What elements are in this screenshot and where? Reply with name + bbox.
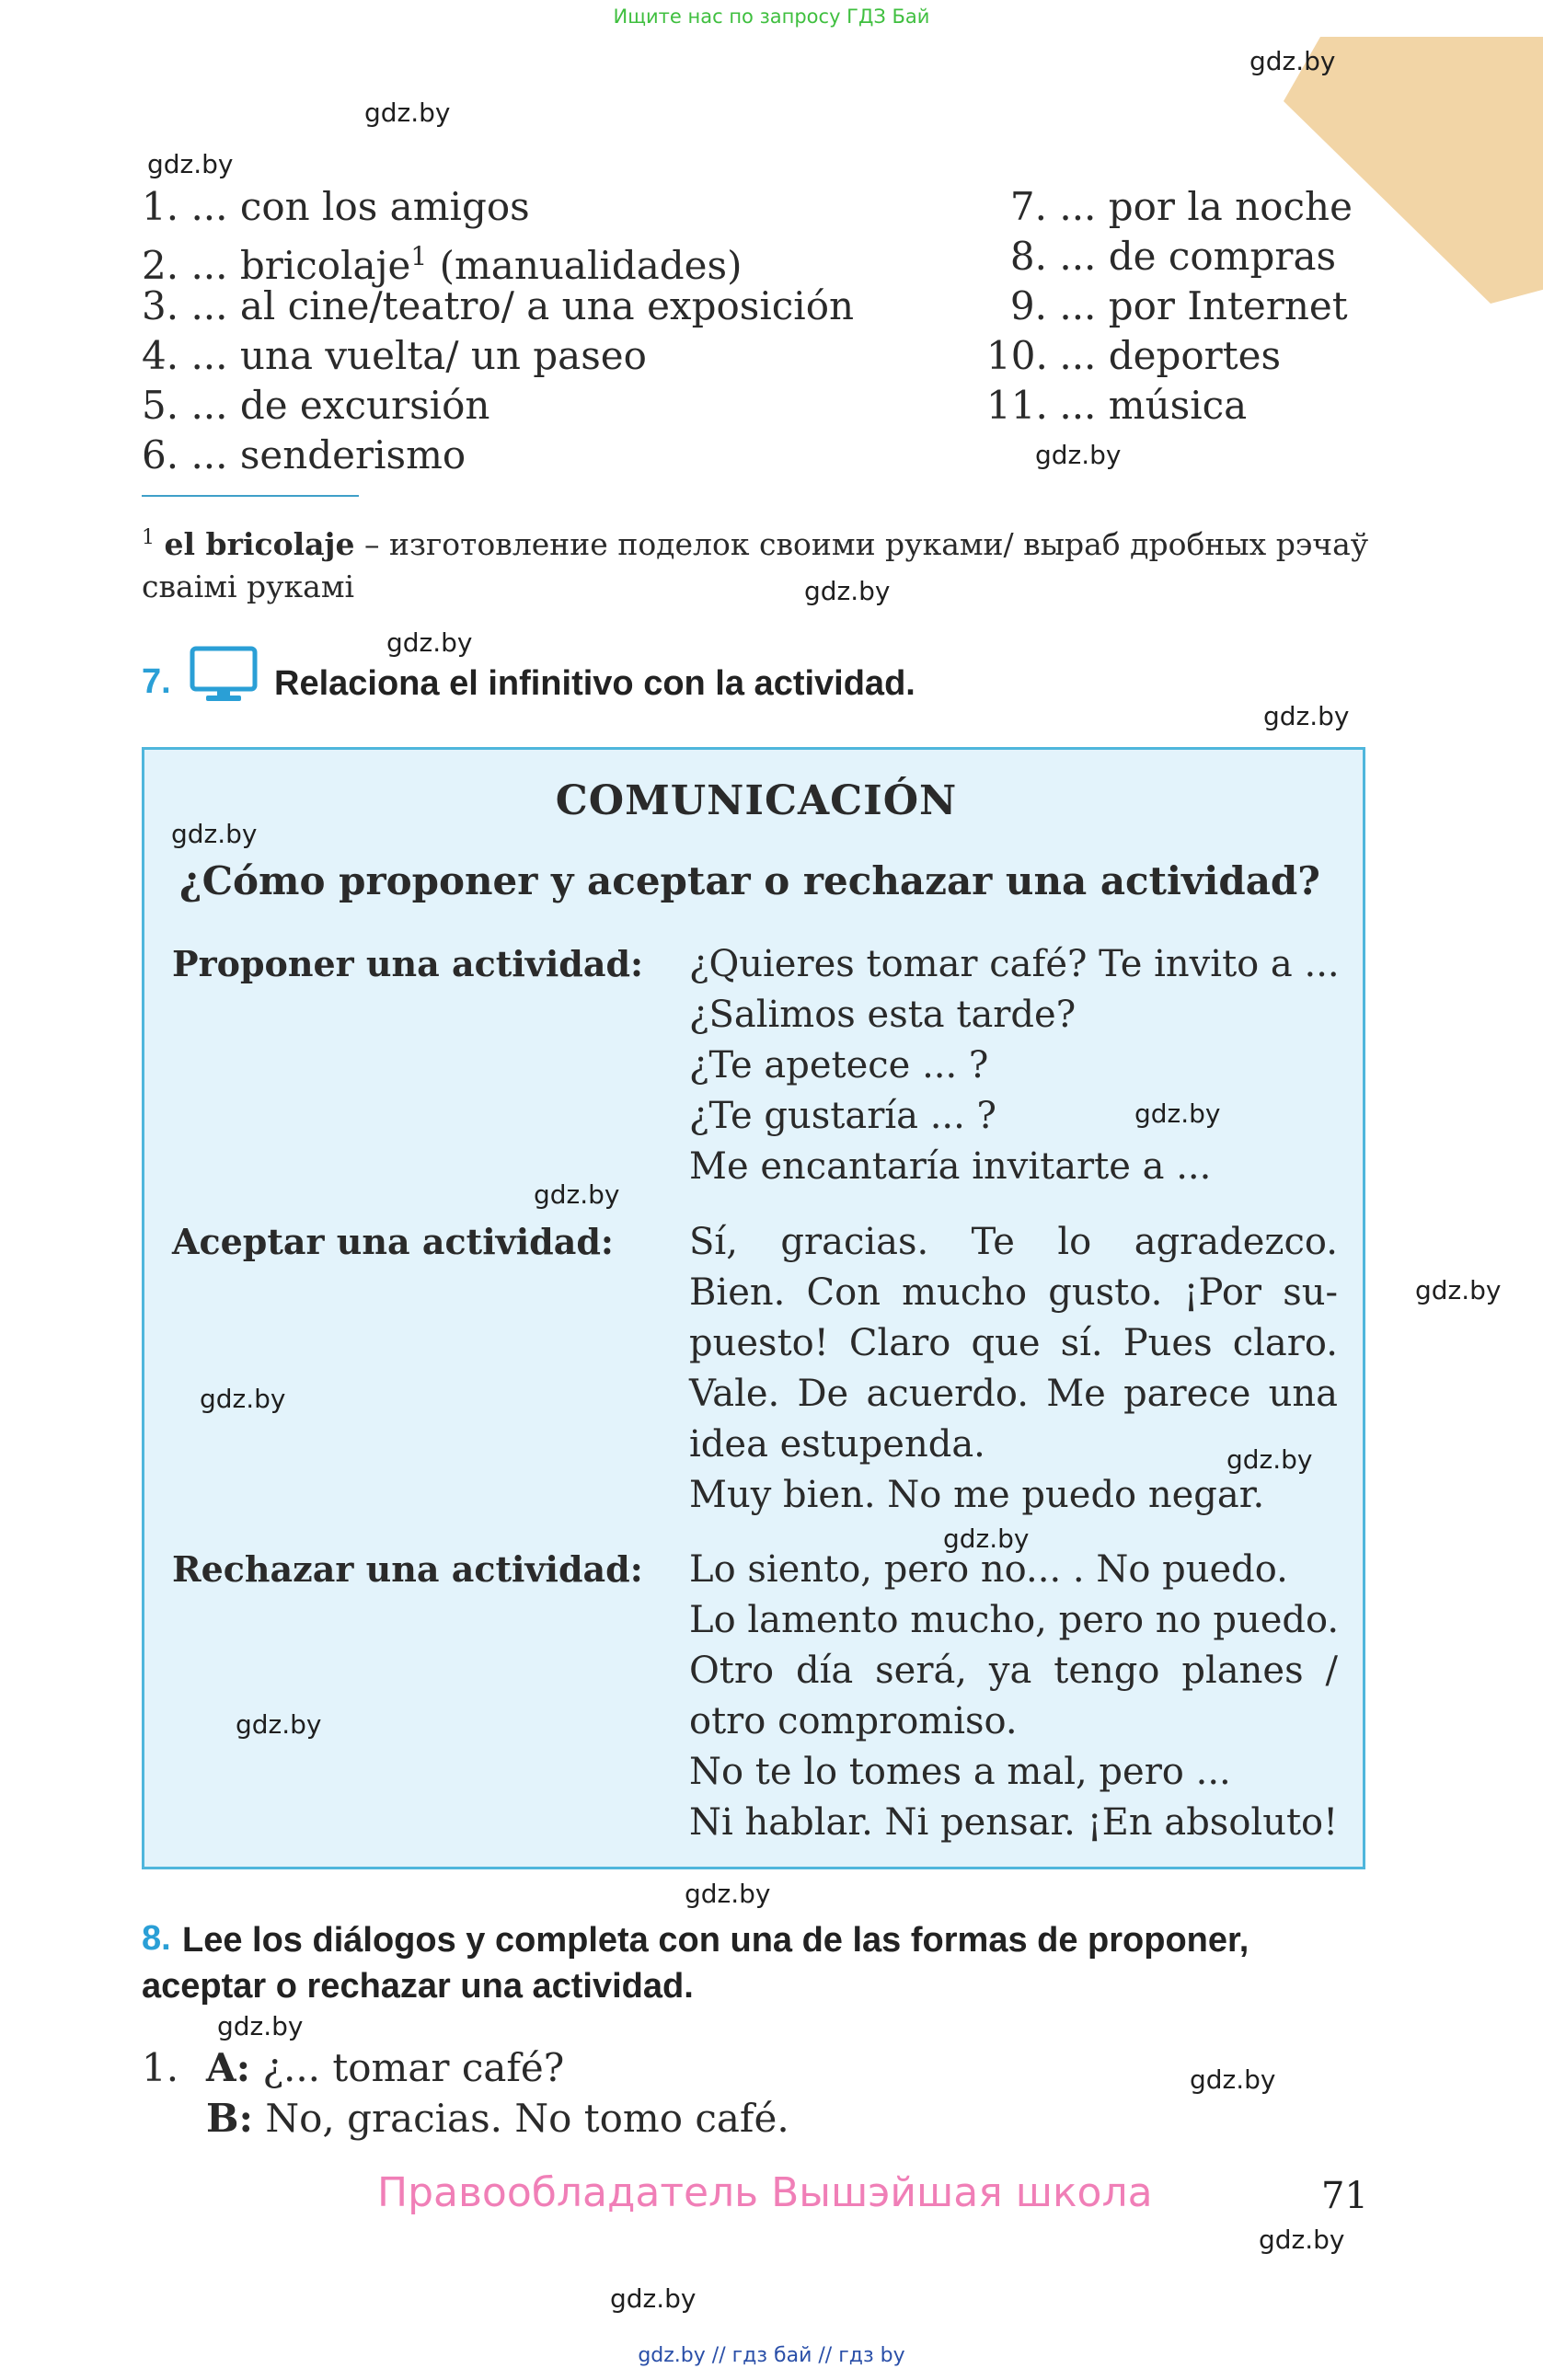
list-item: 6. ... senderismo: [142, 432, 466, 477]
watermark: gdz.by: [1190, 2064, 1276, 2095]
watermark: gdz.by: [1249, 46, 1336, 76]
exercise-8-instruction-cont: aceptar o rechazar una actividad.: [142, 1967, 694, 2006]
list-item: 10. ... deportes: [986, 333, 1282, 378]
section-label-reject: Rechazar una actividad:: [172, 1548, 643, 1590]
activity-list-left: [142, 182, 854, 480]
watermark: gdz.by: [1415, 1275, 1502, 1305]
page-number: 71: [1321, 2175, 1368, 2217]
phrase: Ni hablar. Ni pensar. ¡En absoluto!: [689, 1801, 1339, 1844]
watermark: gdz.by: [147, 149, 234, 179]
exercise-8-instruction: Lee los diálogos y completa con una de las formas de proponer,: [182, 1921, 1249, 1960]
exercise-7-number: 7.: [142, 662, 171, 701]
section-phrases-accept: [689, 1217, 1338, 1521]
section-label-propose: Proponer una actividad:: [172, 943, 644, 984]
monitor-icon: [190, 646, 258, 703]
phrase: ¿Te apetece ... ?: [689, 1044, 989, 1087]
phrase: Bien. Con mucho gusto. ¡Por su-: [689, 1271, 1338, 1314]
watermark: gdz.by: [1134, 1098, 1221, 1129]
footnote: $^1$ el bricolaje – изготовление поделок своими руками/ выраб дробных рэчаў сваімі рукамі: [142, 526, 1369, 604]
watermark: gdz.by: [236, 1709, 322, 1740]
phrase: idea estupenda.: [689, 1423, 985, 1466]
watermark: gdz.by: [217, 2011, 304, 2041]
activity-list-right: [986, 182, 1353, 431]
dialogue-line-b: B: No, gracias. No tomo café.: [206, 2096, 789, 2141]
list-item: 3. ... al cine/teatro/ a una exposición: [142, 283, 855, 328]
phrase: Vale. De acuerdo. Me parece una: [689, 1373, 1338, 1415]
watermark: gdz.by: [200, 1384, 286, 1414]
dialogue-number: 1.: [142, 2045, 179, 2090]
list-item: 1. ... con los amigos: [142, 184, 530, 229]
copyright-footer: Правообладатель Вышэйшая школа: [377, 2169, 1153, 2216]
section-label-accept: Aceptar una actividad:: [172, 1221, 614, 1262]
phrase: Lo lamento mucho, pero no puedo.: [689, 1599, 1340, 1641]
footnote-divider: [142, 495, 359, 497]
watermark: gdz.by: [1226, 1444, 1313, 1475]
phrase: ¿Salimos esta tarde?: [689, 994, 1077, 1036]
watermark: gdz.by: [685, 1879, 771, 1909]
dialogue-line-a: A: ¿... tomar café?: [206, 2045, 565, 2090]
watermark: gdz.by: [1263, 701, 1350, 731]
box-title: COMUNICACIÓN: [555, 777, 958, 824]
watermark: gdz.by: [534, 1179, 620, 1210]
watermark: gdz.by: [943, 1523, 1030, 1554]
watermark: gdz.by: [171, 819, 258, 849]
top-note: Ищите нас по запросу ГДЗ Бай: [613, 6, 930, 28]
phrase: Sí, gracias. Te lo agradezco.: [689, 1221, 1338, 1263]
watermark: gdz.by: [1259, 2225, 1345, 2255]
section-phrases-reject: [689, 1545, 1338, 1848]
phrase: ¿Quieres tomar café? Te invito a ...: [689, 943, 1340, 985]
phrase: No te lo tomes a mal, pero ...: [689, 1751, 1231, 1793]
list-item: 2. ... bricolaje$^1$ (manualidades): [142, 241, 743, 288]
phrase: Me encantaría invitarte a ...: [689, 1145, 1212, 1188]
phrase: Lo siento, pero no... . No puedo.: [689, 1548, 1288, 1591]
list-item: 5. ... de excursión: [142, 383, 490, 428]
exercise-8-number: 8.: [142, 1919, 171, 1958]
communication-box: [142, 747, 1365, 1869]
watermark: gdz.by: [610, 2283, 697, 2314]
watermark: gdz.by: [804, 576, 891, 606]
phrase: ¿Te gustaría ... ?: [689, 1095, 997, 1137]
list-item: 8. ... de compras: [1009, 234, 1337, 279]
phrase: otro compromiso.: [689, 1700, 1018, 1742]
phrase: Otro día será, ya tengo planes /: [689, 1650, 1338, 1692]
list-item: 11. ... música: [986, 383, 1248, 428]
box-subtitle: ¿Cómo proponer y aceptar o rechazar una actividad?: [179, 858, 1320, 903]
watermark: gdz.by: [364, 98, 451, 128]
bottom-links: gdz.by // гдз бай // гдз by: [638, 2344, 905, 2367]
list-item: 9. ... por Internet: [1009, 283, 1348, 328]
list-item: 7. ... por la noche: [1009, 184, 1353, 229]
section-phrases-propose: [689, 939, 1338, 1192]
exercise-7-instruction: Relaciona el infinitivo con la actividad.: [274, 664, 915, 703]
phrase: puesto! Claro que sí. Pues claro.: [689, 1322, 1338, 1364]
watermark: gdz.by: [1035, 440, 1122, 470]
phrase: Muy bien. No me puedo negar.: [689, 1474, 1265, 1516]
watermark: gdz.by: [386, 627, 473, 658]
list-item: 4. ... una vuelta/ un paseo: [142, 333, 647, 378]
